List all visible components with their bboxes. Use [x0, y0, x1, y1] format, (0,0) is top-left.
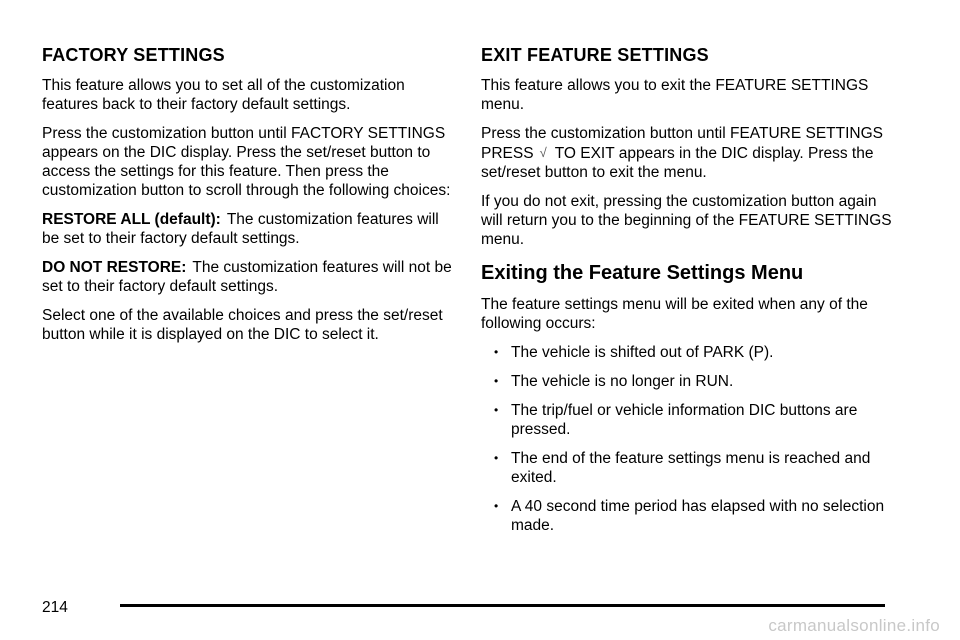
list-item: • The end of the feature settings menu is reached and exited.	[494, 450, 871, 486]
factory-settings-intro: This feature allows you to set all of the customization features back to their factory default settings.	[42, 77, 405, 113]
exiting-menu-subheading: Exiting the Feature Settings Menu	[481, 262, 804, 284]
exit-instructions-end: TO EXIT appears in the DIC display. Press the set/reset button to exit the menu.	[481, 145, 874, 181]
page-number: 214	[42, 599, 68, 616]
exit-conditions-list	[481, 343, 901, 535]
do-not-restore-description: The customization features will not be set to their factory default settings.	[42, 259, 452, 295]
bullet-icon: •	[494, 403, 499, 417]
bullet-icon: •	[494, 345, 499, 359]
exit-note: If you do not exit, pressing the customization button again will return you to the beginning of the FEATURE SETTINGS menu.	[481, 193, 892, 248]
factory-settings-instructions: Press the customization button until FACTORY SETTINGS appears on the DIC display. Press the set/reset button to access the settings for this feature. Then press the customization button to scroll through the following choices:	[42, 125, 451, 199]
restore-all-option	[42, 210, 452, 248]
right-column	[481, 44, 901, 545]
factory-settings-heading: FACTORY SETTINGS	[42, 45, 225, 65]
exit-instructions	[481, 124, 901, 182]
exit-intro: This feature allows you to exit the FEATURE SETTINGS menu.	[481, 77, 869, 113]
restore-all-description: The customization features will be set to their factory default settings.	[42, 211, 439, 247]
list-item: • The vehicle is shifted out of PARK (P).	[494, 344, 774, 361]
bullet-icon: •	[494, 451, 499, 465]
exit-instructions-start: Press the customization button until FEATURE SETTINGS PRESS	[481, 125, 883, 162]
list-item: • The trip/fuel or vehicle information DIC buttons are pressed.	[494, 402, 858, 438]
exiting-menu-intro: The feature settings menu will be exited when any of the following occurs:	[481, 296, 868, 332]
do-not-restore-term: DO NOT RESTORE:	[42, 259, 187, 276]
left-column	[42, 44, 452, 354]
list-item: • A 40 second time period has elapsed with no selection made.	[494, 498, 885, 534]
restore-all-term: RESTORE ALL (default):	[42, 211, 221, 228]
checkmark-icon: √	[539, 145, 547, 160]
exit-feature-settings-heading: EXIT FEATURE SETTINGS	[481, 45, 709, 65]
watermark: carmanualsonline.info	[768, 616, 940, 635]
factory-settings-select: Select one of the available choices and press the set/reset button while it is displayed on the DIC to select it.	[42, 307, 443, 343]
bullet-icon: •	[494, 499, 499, 513]
do-not-restore-option	[42, 258, 452, 296]
list-item: • The vehicle is no longer in RUN.	[494, 373, 734, 390]
bullet-icon: •	[494, 374, 499, 388]
footer-divider	[120, 604, 885, 607]
